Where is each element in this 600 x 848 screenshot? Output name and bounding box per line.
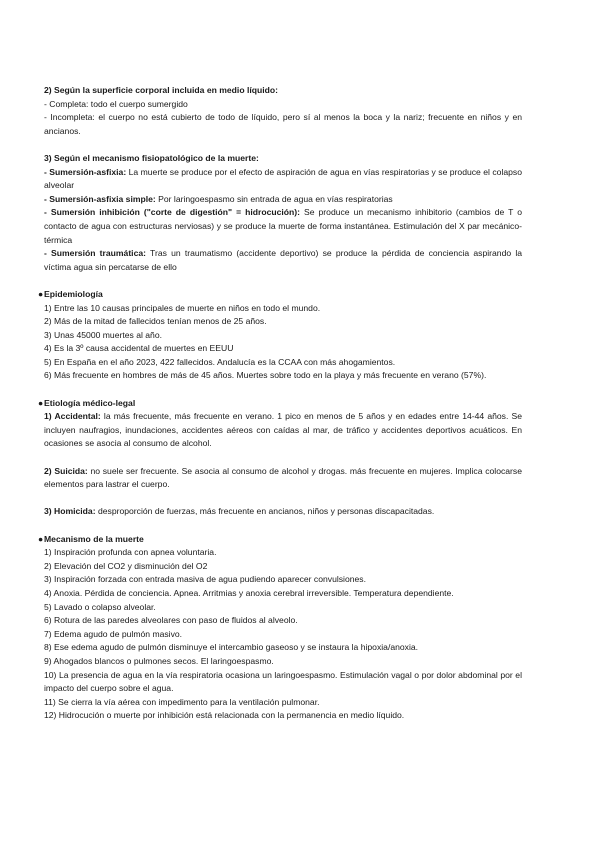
list-item: 4) Es la 3º causa accidental de muertes en EEUU <box>44 343 234 354</box>
list-item: 11) Se cierra la vía aérea con impedimento para la ventilación pulmonar. <box>44 696 320 707</box>
definition: Por laringoespasmo sin entrada de agua en vías respiratorias <box>155 193 393 204</box>
section-heading-epidemiologia: ●Epidemiología <box>38 288 522 302</box>
bullet-icon: ● <box>38 397 44 408</box>
document-page <box>38 84 523 723</box>
list-item: - Completa: todo el cuerpo sumergido <box>44 98 188 109</box>
definition: La muerte se produce por el efecto de aspiración de agua en vías respiratorias y se produce el colapso alveolar <box>44 166 522 191</box>
bullet-icon: ● <box>38 533 44 544</box>
list-item: 10) La presencia de agua en la vía respiratoria ocasiona un laringoespasmo. Estimulación vagal o por dolor abdominal por el impacto del cuerpo sobre el agua. <box>44 669 522 694</box>
section-heading-mecanismo-fisiopatologico: 3) Según el mecanismo fisiopatológico de la muerte: <box>44 152 259 163</box>
term: 2) Suicida: <box>44 465 88 476</box>
list-item: 5) Lavado o colapso alveolar. <box>44 601 156 612</box>
bullet-icon: ● <box>38 288 44 299</box>
list-item: 12) Hidrocución o muerte por inhibición está relacionada con la permanencia en medio líquido. <box>44 710 405 721</box>
definition-item <box>44 166 522 193</box>
list-item: 3) Unas 45000 muertes al año. <box>44 329 162 340</box>
definition-item <box>44 193 522 207</box>
definition: Se produce un mecanismo inhibitorio (cambios de T o contacto de agua con estructuras nerviosas) y se produce la muerte de forma instantánea. Estimulación del X par mecánico-térmica <box>44 207 522 245</box>
list-item: 9) Ahogados blancos o pulmones secos. El laringoespasmo. <box>44 655 274 666</box>
section-heading-mecanismo-muerte: ●Mecanismo de la muerte <box>38 533 522 547</box>
list-item: 1) Entre las 10 causas principales de muerte en niños en todo el mundo. <box>44 302 321 313</box>
paragraph-suicida <box>44 465 522 492</box>
list-item: 6) Rotura de las paredes alveolares con paso de fluidos al alveolo. <box>44 615 298 626</box>
list-item: 4) Anoxia. Pérdida de conciencia. Apnea. Arritmias y anoxia cerebral irreversible. Temperatura dependiente. <box>44 587 454 598</box>
list-item: 2) Elevación del CO2 y disminución del O2 <box>44 560 208 571</box>
list-item: 3) Inspiración forzada con entrada masiva de agua pudiendo aparecer convulsiones. <box>44 574 366 585</box>
definition: la más frecuente, más frecuente en verano. 1 pico en menos de 5 años y en edades entre 14-44 años. Se incluyen naufragios, inundaciones, accidentes aéreos con caídas al mar, de tráfico y accidentes deportivos acuáticos. En ocasiones se asocia al consumo de alcohol. <box>44 411 523 449</box>
term: 3) Homicida: <box>44 506 96 517</box>
term: - Sumersión inhibición ("corte de digestión" = hidrocución): <box>44 207 301 218</box>
definition: Tras un traumatismo (accidente deportivo) se produce la pérdida de conciencia aspirando la víctima agua sin percatarse de ello <box>44 248 523 272</box>
term: 1) Accidental: <box>44 411 101 422</box>
list-item: 7) Edema agudo de pulmón masivo. <box>44 628 183 639</box>
definition-item <box>44 206 522 247</box>
term: - Sumersión traumática: <box>44 248 146 259</box>
paragraph-accidental <box>44 410 522 451</box>
list-item: - Incompleta: el cuerpo no está cubierto de todo de líquido, pero sí al menos la boca y la nariz; frecuente en niños y en ancianos. <box>44 112 522 136</box>
section-heading-superficie: 2) Según la superficie corporal incluida en medio líquido: <box>44 85 278 95</box>
list-item: 5) En España en el año 2023, 422 fallecidos. Andalucía es la CCAA con más ahogamientos. <box>44 356 396 367</box>
paragraph-homicida <box>44 505 522 519</box>
term: - Sumersión-asfixia simple: <box>44 193 156 204</box>
section-heading-etiologia: ●Etiología médico-legal <box>38 397 522 411</box>
definition: desproporción de fuerzas, más frecuente en ancianos, niños y personas discapacitadas. <box>95 506 435 517</box>
list-item: 2) Más de la mitad de fallecidos tenían menos de 25 años. <box>44 316 267 327</box>
definition: no suele ser frecuente. Se asocia al consumo de alcohol y drogas. más frecuente en mujeres. Implica colocarse elementos para lastrar el cuerpo. <box>44 465 522 490</box>
list-item: 1) Inspiración profunda con apnea voluntaria. <box>44 547 217 558</box>
term: - Sumersión-asfixia: <box>44 166 127 177</box>
list-item: 6) Más frecuente en hombres de más de 45 años. Muertes sobre todo en la playa y más frecuente en verano (57%). <box>44 370 487 381</box>
list-item: 8) Ese edema agudo de pulmón disminuye el intercambio gaseoso y se instaura la hipoxia/anoxia. <box>44 642 419 653</box>
definition-item <box>44 247 522 274</box>
